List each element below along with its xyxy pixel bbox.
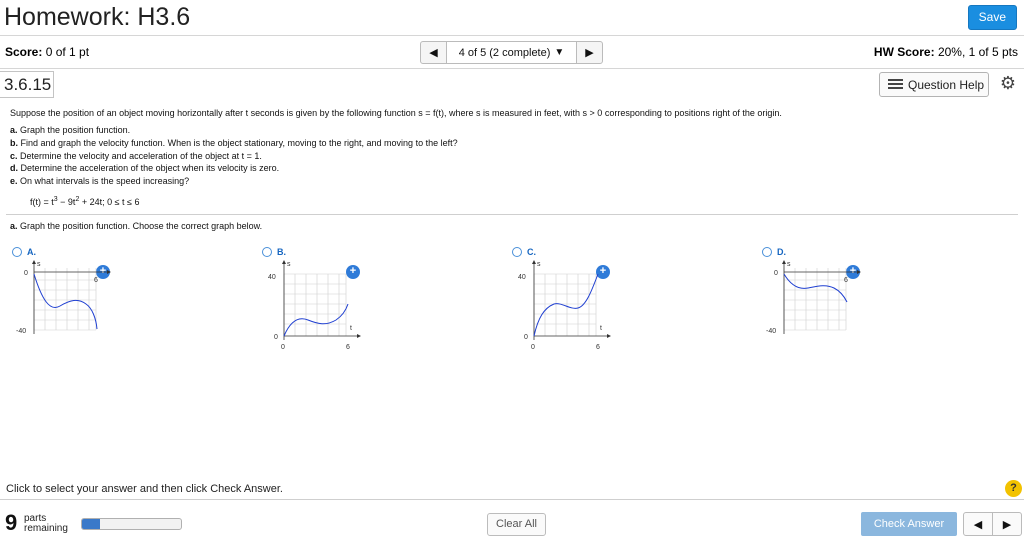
clear-all-button[interactable]: Clear All [487,513,546,536]
x-start-label: 0 [531,344,535,351]
graph-option-a [12,260,122,355]
save-button[interactable]: Save [968,5,1017,30]
parts-remaining-text: parts remaining [24,513,68,534]
radio-option-a[interactable] [12,247,22,257]
top-tick-label: 0 [774,270,778,277]
hw-score-value: 20%, 1 of 5 pts [937,45,1018,59]
footer-navigator [963,512,1022,536]
gear-icon[interactable]: ⚙ [999,73,1017,93]
axis-label-s: s [787,261,791,268]
axis-label-s: s [537,261,541,268]
zoom-in-icon[interactable]: + [96,265,110,279]
check-answer-button[interactable]: Check Answer [861,512,957,536]
option-c-label: C. [527,247,536,257]
score-value: 0 of 1 pt [45,45,90,59]
option-d[interactable] [762,244,922,364]
question-help-button[interactable] [879,72,989,97]
bottom-tick-label: 0 [274,334,278,341]
grid [784,268,846,330]
list-icon [888,79,903,90]
radio-option-c[interactable] [512,247,522,257]
question-help-label: Question Help [908,77,985,92]
previous-question-button[interactable] [421,42,447,63]
instruction-text: Click to select your answer and then click Check Answer. [6,483,283,495]
x-start-label: 0 [281,344,285,351]
question-content [0,100,1024,545]
option-a[interactable] [12,244,172,364]
axis-label-s: s [287,261,291,268]
question-bar [0,70,1024,100]
header-bar [0,0,1024,36]
score-display [5,45,89,59]
footer-bar [0,499,1024,545]
zoom-in-icon[interactable]: + [346,265,360,279]
progress-fill [82,519,100,529]
option-b[interactable] [262,244,422,364]
hw-score-label: HW Score: [873,45,935,59]
caret-down-icon: ▼ [554,47,565,58]
curve [784,274,847,302]
graph-option-d [762,260,872,355]
option-a-label: A. [27,247,36,257]
question-number: 3.6.15 [0,71,54,98]
curve [534,274,598,336]
triangle-left-icon[interactable]: ◀ [964,513,993,535]
question-select-dropdown[interactable] [447,42,576,63]
problem-parts [10,124,458,188]
grid [534,274,596,336]
part-item: e. On what intervals is the speed increasing? [10,176,190,187]
option-d-label: D. [777,247,786,257]
next-question-button[interactable] [576,42,602,63]
curve [34,274,97,329]
help-icon[interactable]: ? [1005,480,1022,497]
divider [6,214,1018,215]
curve [284,304,348,336]
question-navigator [420,41,603,64]
score-bar [0,37,1024,69]
part-a-prompt: a. Graph the position function. Choose the correct graph below. [10,221,263,231]
axis-end-label: 6 [596,344,600,351]
hw-score-display [874,45,1018,59]
part-item: a. Graph the position function. [10,125,131,135]
position-function: $f(t) = t^3 - 9t^2 + 24t$; 0 ≤ t ≤ 6 [30,196,140,207]
axis-end-label: 6 [94,277,98,284]
top-tick-label: 40 [518,274,526,281]
grid [34,268,96,330]
part-item: b. Find and graph the velocity function. When is the object stationary, moving to the right, and moving to the left? [10,137,458,148]
part-item: c. Determine the velocity and acceleration of the object at t = 1. [10,150,262,161]
radio-option-d[interactable] [762,247,772,257]
option-b-label: B. [277,247,286,257]
triangle-right-icon: ▶ [585,47,594,59]
question-position-text: 4 of 5 (2 complete) [458,46,551,59]
bottom-tick-label: 0 [524,334,528,341]
axis-label-t: t [350,325,352,332]
triangle-left-icon: ◀ [429,47,438,59]
top-tick-label: 0 [24,270,28,277]
radio-option-b[interactable] [262,247,272,257]
part-item: d. Determine the acceleration of the object when its velocity is zero. [10,163,280,174]
bottom-tick-label: -40 [16,328,27,335]
problem-intro: Suppose the position of an object moving horizontally after t seconds is given by the following function s = f(t), where s is measured in feet, with s > 0 corresponding to positions right of the origin. [10,108,782,118]
graph-option-b [262,260,372,355]
bottom-tick-label: -40 [766,328,777,335]
axis-end-label: 6 [844,277,848,284]
zoom-in-icon[interactable]: + [846,265,860,279]
score-label: Score: [5,45,43,59]
top-tick-label: 40 [268,274,276,281]
parts-remaining-count: 9 [5,510,18,535]
triangle-right-icon[interactable]: ▶ [1002,518,1012,531]
graph-option-c [512,260,622,355]
parts-progress-bar [81,518,182,530]
option-c[interactable] [512,244,672,364]
axis-end-label: 6 [346,344,350,351]
zoom-in-icon[interactable]: + [596,265,610,279]
grid [284,274,346,336]
page-title: Homework: H3.6 [4,3,191,31]
axis-label-t: t [600,325,602,332]
axis-label-s: s [37,261,41,268]
